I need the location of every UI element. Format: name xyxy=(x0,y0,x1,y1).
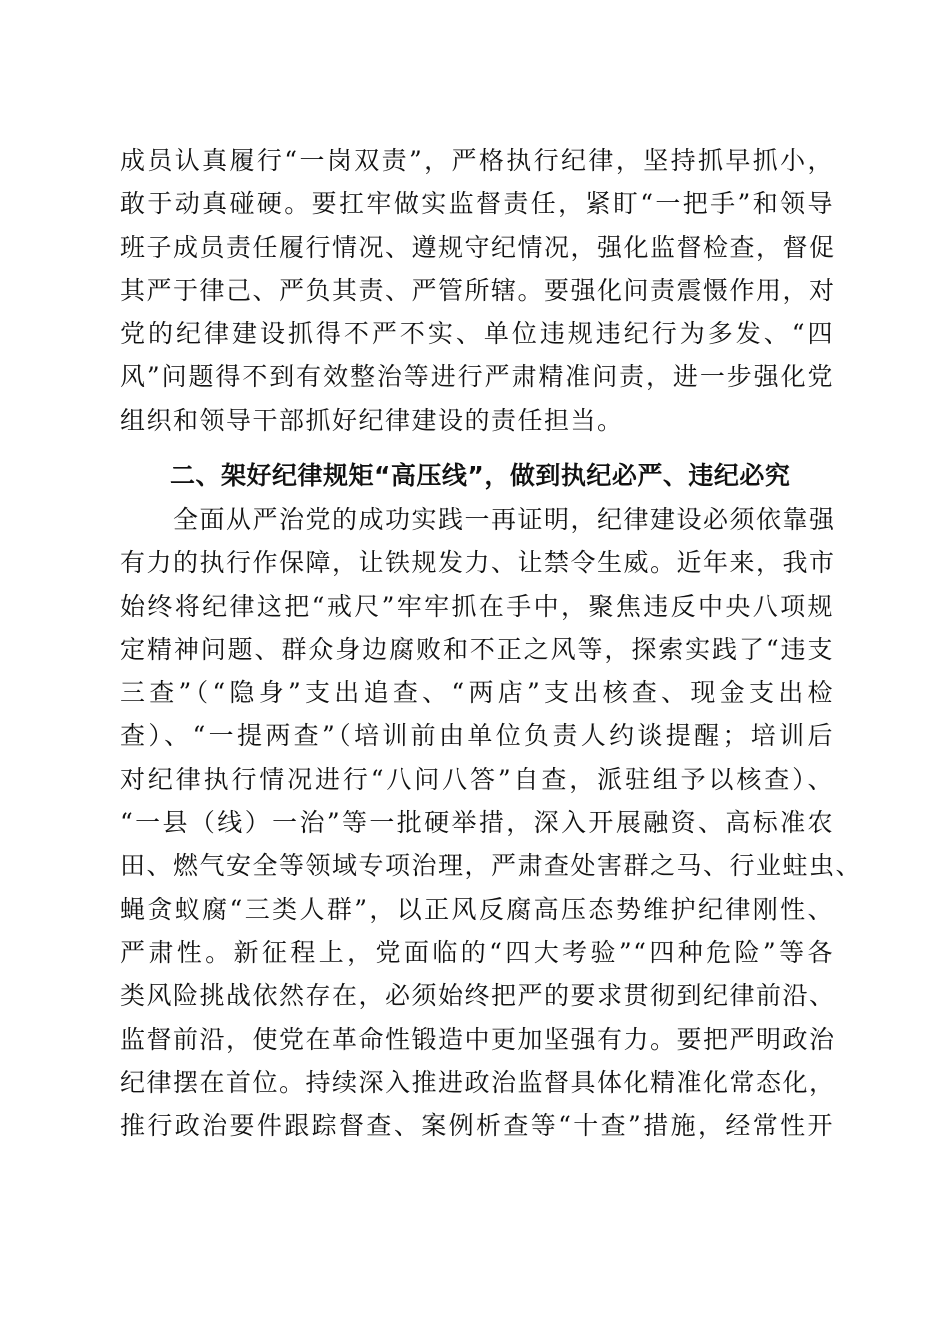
text-line: 蝇贪蚁腐“三类人群”，以正风反腐高压态势维护纪律刚性、 xyxy=(120,894,834,924)
text-line: 敢于动真碰硬。要扛牢做实监督责任，紧盯“一把手”和领导 xyxy=(120,189,834,219)
paragraph-continuation xyxy=(120,139,834,442)
text-line: 三查”（“隐身”支出追查、“两店”支出核查、现金支出检 xyxy=(120,678,834,708)
text-line: 班子成员责任履行情况、遵规守纪情况，强化监督检查，督促 xyxy=(120,232,836,262)
text-line: 推行政治要件跟踪督查、案例析查等“十查”措施，经常性开 xyxy=(120,1111,834,1141)
text-line: 类风险挑战依然存在，必须始终把严的要求贯彻到纪律前沿、 xyxy=(120,981,836,1011)
text-line: 严肃性。新征程上，党面临的“四大考验”“四种危险”等各 xyxy=(120,937,834,967)
text-line: 风”问题得不到有效整治等进行严肃精准问责，进一步强化党 xyxy=(120,362,834,392)
text-line: 党的纪律建设抓得不严不实、单位违规违纪行为多发、“四 xyxy=(120,319,834,349)
text-line: 纪律摆在首位。持续深入推进政治监督具体化精准化常态化， xyxy=(120,1067,836,1097)
section-heading: 二、架好纪律规矩“高压线”，做到执纪必严、违纪必究 xyxy=(170,461,791,490)
text-line: 成员认真履行“一岗双责”，严格执行纪律，坚持抓早抓小， xyxy=(120,146,834,175)
text-line: 全面从严治党的成功实践一再证明，纪律建设必须依靠强 xyxy=(120,505,836,534)
text-line: 监督前沿，使党在革命性锻造中更加坚强有力。要把严明政治 xyxy=(120,1024,836,1054)
text-line: 定精神问题、群众身边腐败和不正之风等，探索实践了“违支 xyxy=(120,634,834,664)
text-line: 其严于律己、严负其责、严管所辖。要强化问责震慑作用，对 xyxy=(120,275,836,305)
text-line: 组织和领导干部抓好纪律建设的责任担当。 xyxy=(120,405,624,435)
text-line: 始终将纪律这把“戒尺”牢牢抓在手中，聚焦违反中央八项规 xyxy=(120,591,834,621)
text-line: 田、燃气安全等领域专项治理，严肃查处害群之马、行业蛀虫、 xyxy=(120,851,863,881)
text-line: 对纪律执行情况进行“八问八答”自查，派驻组予以核查）、 xyxy=(120,764,834,794)
paragraph-body xyxy=(120,498,863,1147)
text-line: “一县（线）一治”等一批硬举措，深入开展融资、高标准农 xyxy=(120,808,834,838)
text-line: 有力的执行作保障，让铁规发力、让禁令生威。近年来，我市 xyxy=(120,548,836,578)
text-line: 查）、“一提两查”（培训前由单位负责人约谈提醒；培训后 xyxy=(120,721,834,751)
